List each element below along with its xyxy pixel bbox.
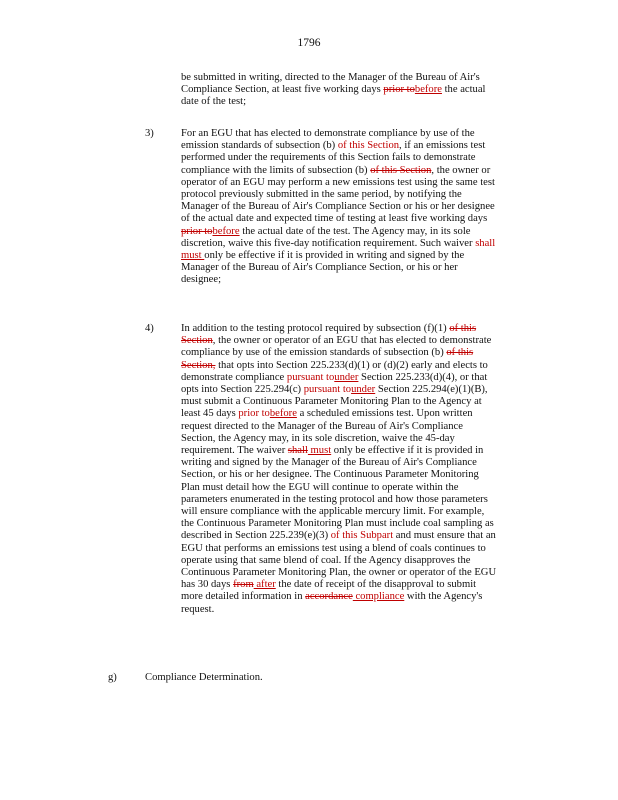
text: opts into Section 225.294(c) bbox=[181, 384, 304, 396]
text: discretion, waive this five-day notification requirement. Such waiver bbox=[181, 237, 476, 249]
text: only be effective if it is provided in bbox=[331, 445, 484, 457]
inserted-text: prior to bbox=[238, 408, 270, 420]
page-number: 1796 bbox=[297, 37, 321, 49]
text: parameters enumerated in the testing protocol and how those parameters bbox=[181, 493, 488, 505]
text: Section, or his or her designee. The Continuous Parameter Monitoring bbox=[181, 469, 479, 481]
inserted-text: of this Subpart bbox=[330, 530, 394, 542]
text: compliance by use of the emission standards of subsection (b) bbox=[181, 347, 447, 359]
text: described in Section 225.239(e)(3) bbox=[181, 530, 331, 542]
text: operator of an EGU may perform a new emissions test using the same test bbox=[181, 176, 495, 188]
text: the actual bbox=[441, 84, 486, 96]
deleted-text: of this bbox=[449, 323, 477, 334]
inserted-text: under bbox=[334, 371, 359, 383]
text: compliance with the limits of subsection (b) bbox=[181, 164, 371, 176]
text: In addition to the testing protocol required by subsection (f)(1) bbox=[181, 323, 450, 334]
text: Section 225.233(d)(4), or that bbox=[358, 371, 488, 383]
inserted-text: after bbox=[253, 579, 276, 591]
deleted-text: of this Section bbox=[370, 164, 432, 176]
item-4-label: 4) bbox=[145, 323, 154, 334]
item-3-label: 3) bbox=[145, 128, 154, 139]
subsection-g-heading: Compliance Determination. bbox=[145, 672, 263, 683]
inserted-text: pursuant to bbox=[286, 371, 335, 383]
deleted-text: prior to bbox=[181, 225, 213, 237]
deleted-text: Section, bbox=[181, 359, 216, 371]
text: that opts into Section 225.233(d)(1) or (d)(2) early and elects to bbox=[215, 359, 488, 371]
continued-paragraph bbox=[181, 72, 561, 109]
text: , the owner or bbox=[431, 164, 491, 176]
text: date of the test; bbox=[181, 96, 247, 108]
deleted-text: prior to bbox=[383, 84, 415, 96]
text: emission standards of subsection (b) bbox=[181, 140, 338, 152]
inserted-text: before bbox=[269, 408, 297, 420]
inserted-text: before bbox=[414, 84, 442, 96]
text: the actual date of the test. The Agency may, in its sole bbox=[239, 225, 471, 237]
item-3-paragraph bbox=[181, 128, 566, 287]
text: For an EGU that has elected to demonstrate compliance by use of the bbox=[181, 128, 475, 139]
text: more detailed information in bbox=[181, 591, 306, 603]
text: has 30 days bbox=[181, 579, 234, 591]
text: be submitted in writing, directed to the Manager of the Bureau of Air's bbox=[181, 72, 480, 83]
inserted-text: compliance bbox=[352, 591, 405, 603]
deleted-text: accordance bbox=[305, 591, 353, 603]
text: and must ensure that an bbox=[393, 530, 496, 542]
deleted-text: of this bbox=[446, 347, 474, 359]
text: the date of receipt of the disapproval to submit bbox=[275, 579, 477, 591]
text: EGU that performs an emissions test using a blend of coals continues to bbox=[181, 542, 486, 554]
deleted-text: Section bbox=[181, 335, 213, 347]
text: must submit a Continuous Parameter Monitoring Plan to the Agency at bbox=[181, 396, 482, 408]
deleted-text: from bbox=[233, 579, 254, 591]
text: request. bbox=[181, 603, 215, 615]
inserted-text: under bbox=[351, 384, 376, 396]
text: writing and signed by the Manager of the Bureau of Air's Compliance bbox=[181, 457, 477, 469]
text: Section, the Agency may, in its sole discretion, waive the 45-day bbox=[181, 432, 455, 444]
subsection-g-label: g) bbox=[108, 672, 117, 683]
text: Continuous Parameter Monitoring Plan, the owner or operator of the EGU bbox=[181, 567, 497, 579]
deleted-text: shall bbox=[287, 445, 308, 457]
text: only be effective if it is provided in writing and signed by the bbox=[204, 250, 465, 262]
inserted-text: must bbox=[181, 250, 205, 262]
text: , if an emissions test bbox=[399, 140, 486, 152]
inserted-text: pursuant to bbox=[303, 384, 352, 396]
text: of the actual date and expected time of testing at least five working days bbox=[181, 213, 488, 225]
text: Manager of the Bureau of Air's Compliance Section or his or her designee bbox=[181, 201, 495, 213]
text: Manager of the Bureau of Air's Compliance Section, or his or her bbox=[181, 262, 458, 274]
text: demonstrate compliance bbox=[181, 371, 287, 383]
inserted-text: before bbox=[212, 225, 240, 237]
text: Compliance Section, at least five working days bbox=[181, 84, 384, 96]
item-4-paragraph bbox=[181, 323, 566, 616]
text: least 45 days bbox=[181, 408, 239, 420]
text: operate using that same blend of coal. If the Agency disapproves the bbox=[181, 554, 471, 566]
text: will ensure compliance with the applicable mercury limit. For example, bbox=[181, 506, 485, 518]
text: Section 225.294(e)(1)(B), bbox=[375, 384, 488, 396]
inserted-text: must bbox=[307, 445, 332, 457]
inserted-text: shall bbox=[475, 237, 496, 249]
text: a scheduled emissions test. Upon written bbox=[296, 408, 473, 420]
text: request directed to the Manager of the Bureau of Air's Compliance bbox=[181, 420, 463, 432]
text: designee; bbox=[181, 274, 222, 286]
text: , the owner or operator of an EGU that has elected to demonstrate bbox=[212, 335, 492, 347]
inserted-text: of this Section bbox=[337, 140, 400, 152]
text: the Continuous Parameter Monitoring Plan must include coal sampling as bbox=[181, 518, 494, 530]
text: requirement. The waiver bbox=[181, 445, 288, 457]
text: with the Agency's bbox=[404, 591, 483, 603]
text: Plan must detail how the EGU will continue to operate within the bbox=[181, 481, 459, 493]
text: protocol previously submitted in the same period, by notifying the bbox=[181, 189, 462, 201]
text: performed under the requirements of this Section fails to demonstrate bbox=[181, 152, 476, 164]
